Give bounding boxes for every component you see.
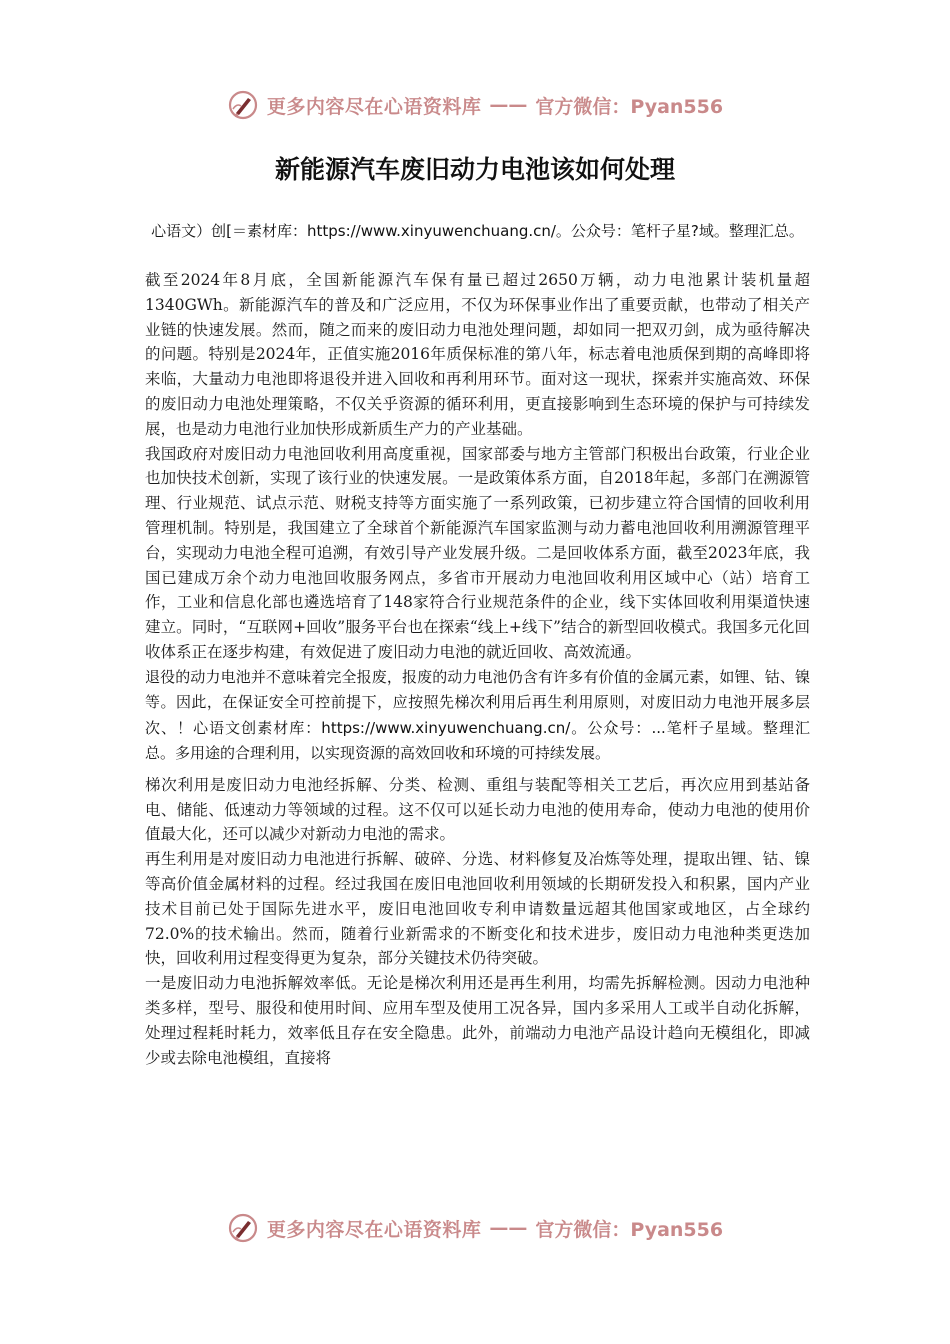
paragraph: 退役的动力电池并不意味着完全报废，报废的动力电池仍含有许多有价值的金属元素，如锂、钴、镍等。因此，在保证安全可控前提下，应按照先梯次利用后再生利用原则，对废旧动力电池开展多层次、！心语文创素材库：https://www.xinyuwenchuang.cn/。公众号：...笔杆子星域。整理汇总。多用途的合理利用，以实现资源的高效回收和环境的可持续发展。 xyxy=(145,667,810,763)
document-body xyxy=(145,268,810,1070)
footer-banner xyxy=(0,1205,950,1251)
banner-main-text: 更多内容尽在心语资料库 xyxy=(266,95,482,118)
paragraph: 我国政府对废旧动力电池回收利用高度重视，国家部委与地方主管部门积极出台政策，行业企业也加快技术创新，实现了该行业的快速发展。一是政策体系方面，自2018年起，多部门在溯源管理、行业规范、试点示范、财税支持等方面实施了一系列政策，已初步建立符合国情的回收利用管理机制。特别是，我国建立了全球首个新能源汽车国家监测与动力蓄电池回收利用溯源管理平台，实现动力电池全程可追溯，有效引导产业发展升级。二是回收体系方面，截至2023年底，我国已建成万余个动力电池回收服务网点，多省市开展动力电池回收利用区域中心（站）培育工作，工业和信息化部也遴选培育了148家符合行业规范条件的企业，线下实体回收利用渠道快速建立。同时，“互联网+回收”服务平台也在探索“线上+线下”结合的新型回收模式。我国多元化回收体系正在逐步构建，有效促进了废旧动力电池的就近回收、高效流通。 xyxy=(145,444,810,661)
source-note: 心语文）创[＝素材库：https://www.xinyuwenchuang.cn/。公众号：笔杆子星?域。整理汇总。 xyxy=(151,222,804,240)
document-title: 新能源汽车废旧动力电池该如何处理 xyxy=(274,155,675,184)
header-banner xyxy=(0,82,950,128)
banner-wechat-text: 官方微信：Pyan556 xyxy=(535,95,724,118)
banner-separator: —— xyxy=(489,1217,528,1239)
pen-logo-icon xyxy=(227,89,259,121)
pen-logo-icon xyxy=(227,1212,259,1244)
paragraph: 梯次利用是废旧动力电池经拆解、分类、检测、重组与装配等相关工艺后，再次应用到基站备电、储能、低速动力等领域的过程。这不仅可以延长动力电池的使用寿命，使动力电池的使用价值最大化，还可以减少对新动力电池的需求。 xyxy=(145,775,810,844)
paragraph: 再生利用是对废旧动力电池进行拆解、破碎、分选、材料修复及冶炼等处理，提取出锂、钴、镍等高价值金属材料的过程。经过我国在废旧电池回收利用领域的长期研发投入和积累，国内产业技术目前已处于国际先进水平，废旧电池回收专利申请数量远超其他国家或地区，占全球约72.0%的技术输出。然而，随着行业新需求的不断变化和技术进步，废旧动力电池种类更迭加快，回收利用过程变得更为复杂，部分关键技术仍待突破。 xyxy=(145,850,810,968)
banner-main-text: 更多内容尽在心语资料库 xyxy=(266,1218,482,1241)
banner-wechat-text: 官方微信：Pyan556 xyxy=(535,1218,724,1241)
banner-separator: —— xyxy=(489,94,528,116)
paragraph: 一是废旧动力电池拆解效率低。无论是梯次利用还是再生利用，均需先拆解检测。因动力电池种类多样，型号、服役和使用时间、应用车型及使用工况各异，国内多采用人工或半自动化拆解，处理过程耗时耗力，效率低且存在安全隐患。此外，前端动力电池产品设计趋向无模组化，即减少或去除电池模组，直接将 xyxy=(145,974,810,1067)
paragraph: 截至2024年8月底，全国新能源汽车保有量已超过2650万辆，动力电池累计装机量超1340GWh。新能源汽车的普及和广泛应用，不仅为环保事业作出了重要贡献，也带动了相关产业链的快速发展。然而，随之而来的废旧动力电池处理问题，却如同一把双刃剑，成为亟待解决的问题。特别是2024年，正值实施2016年质保标准的第八年，标志着电池质保到期的高峰即将来临，大量动力电池即将退役并进入回收和再利用环节。面对这一现状，探索并实施高效、环保的废旧动力电池处理策略，不仅关乎资源的循环利用，更直接影响到生态环境的保护与可持续发展，也是动力电池行业加快形成新质生产力的产业基础。 xyxy=(145,271,810,438)
